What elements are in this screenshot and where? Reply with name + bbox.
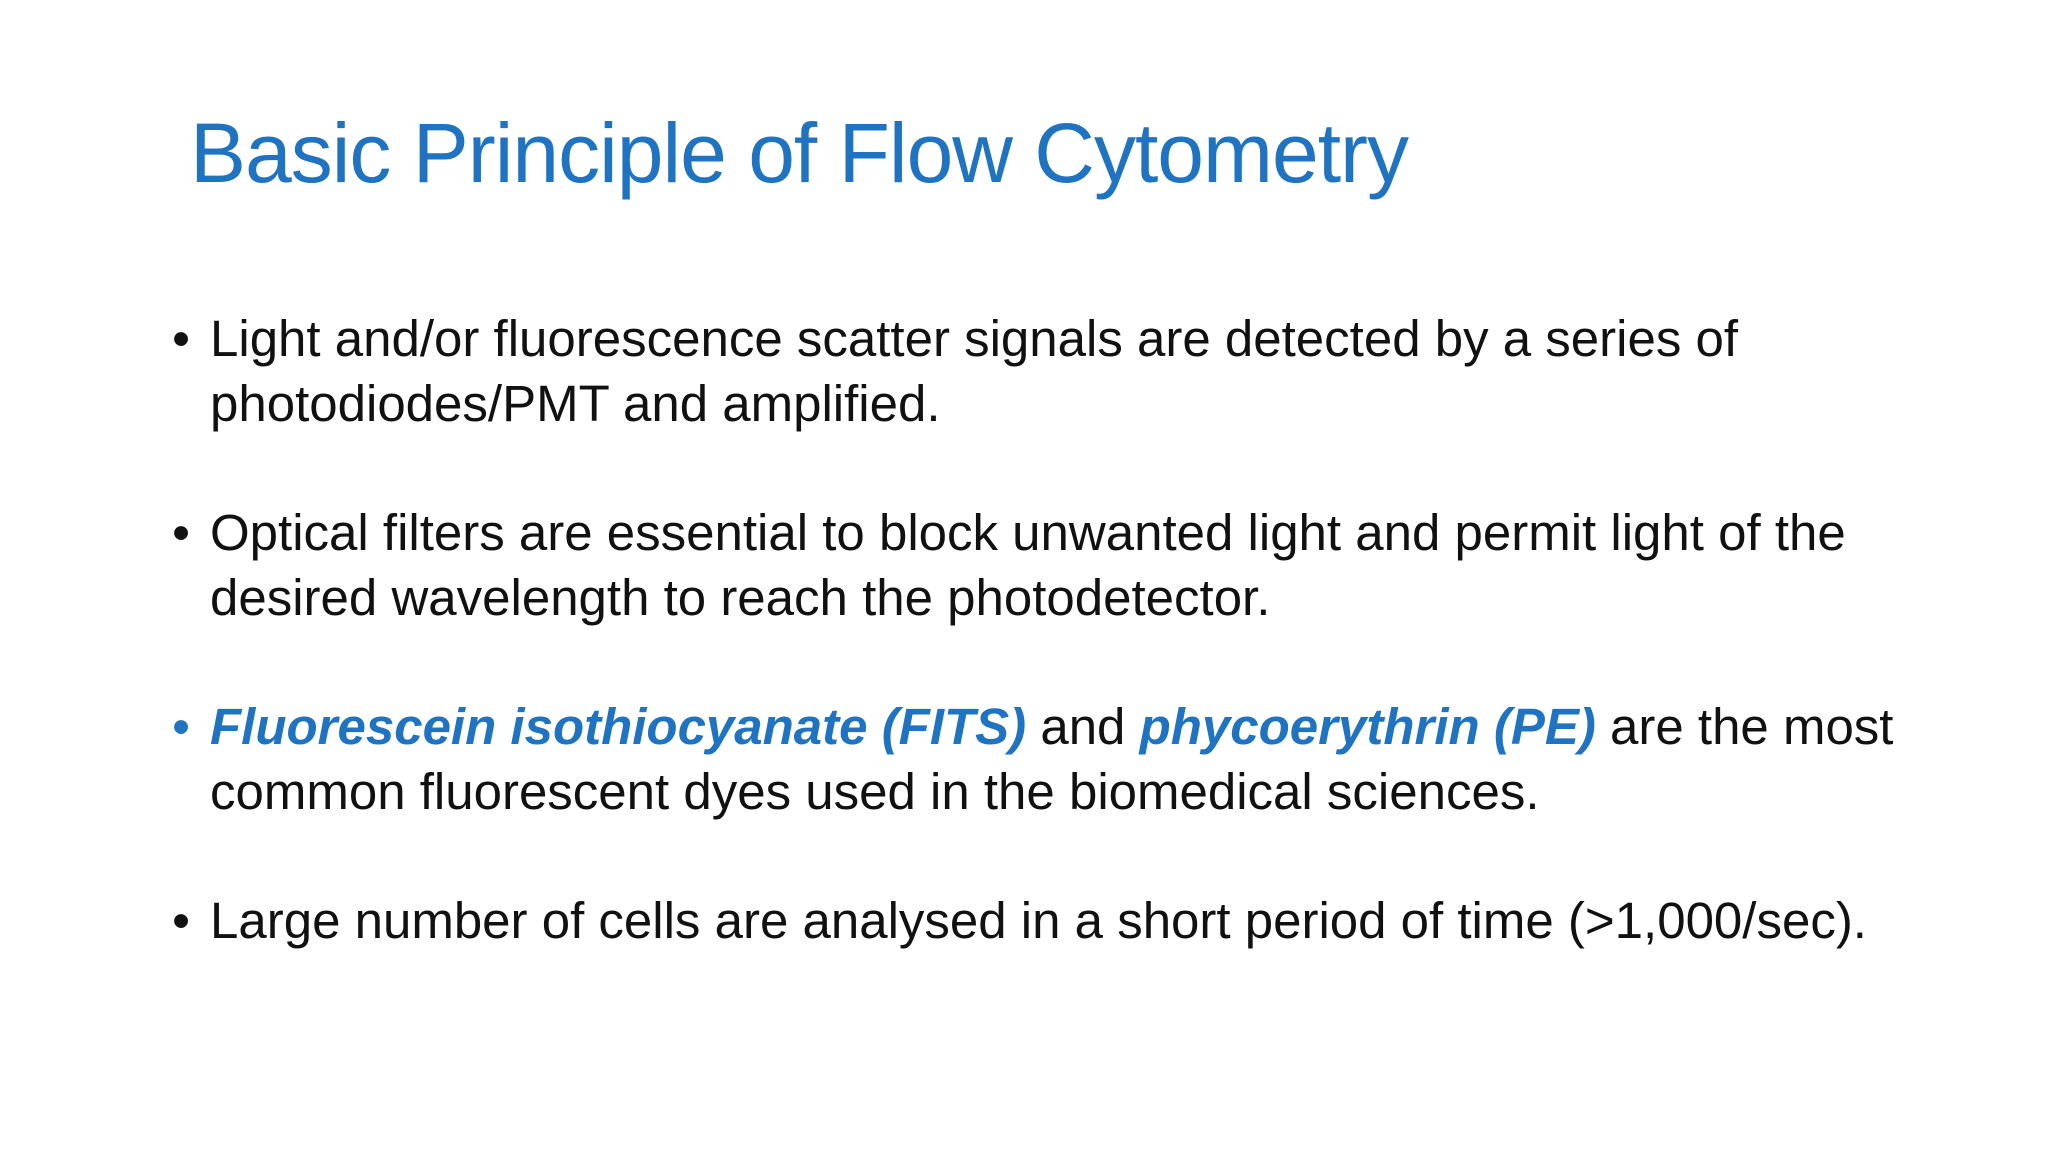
bullet-marker: • [172,892,190,949]
bullet-text-1: Light and/or fluorescence scatter signals are detected by a series of photodiodes/PMT and amplified. [210,310,1739,432]
bullet-item-3 [166,694,1926,824]
bullet-marker: • [172,504,190,561]
bullet-text-3-rest: are the most common fluorescent dyes used in the biomedical sciences. [210,698,1894,820]
bullet-list [166,306,1926,953]
bullet-item-4 [166,888,1926,953]
bullet-marker: • [172,698,190,755]
bullet-text-2: Optical filters are essential to block unwanted light and permit light of the desired wavelength to reach the photodetector. [210,504,1846,626]
bullet-text-3-connector: and [1026,698,1140,755]
slide-title: Basic Principle of Flow Cytometry [190,106,1409,200]
bullet-item-1 [166,306,1926,436]
dye-name-fitc: Fluorescein isothiocyanate (FITS) [210,698,1027,755]
bullet-text-4: Large number of cells are analysed in a short period of time (>1,000/sec). [210,892,1867,949]
bullet-marker: • [172,310,190,367]
bullet-item-2 [166,500,1926,630]
dye-name-pe: phycoerythrin (PE) [1139,698,1596,755]
